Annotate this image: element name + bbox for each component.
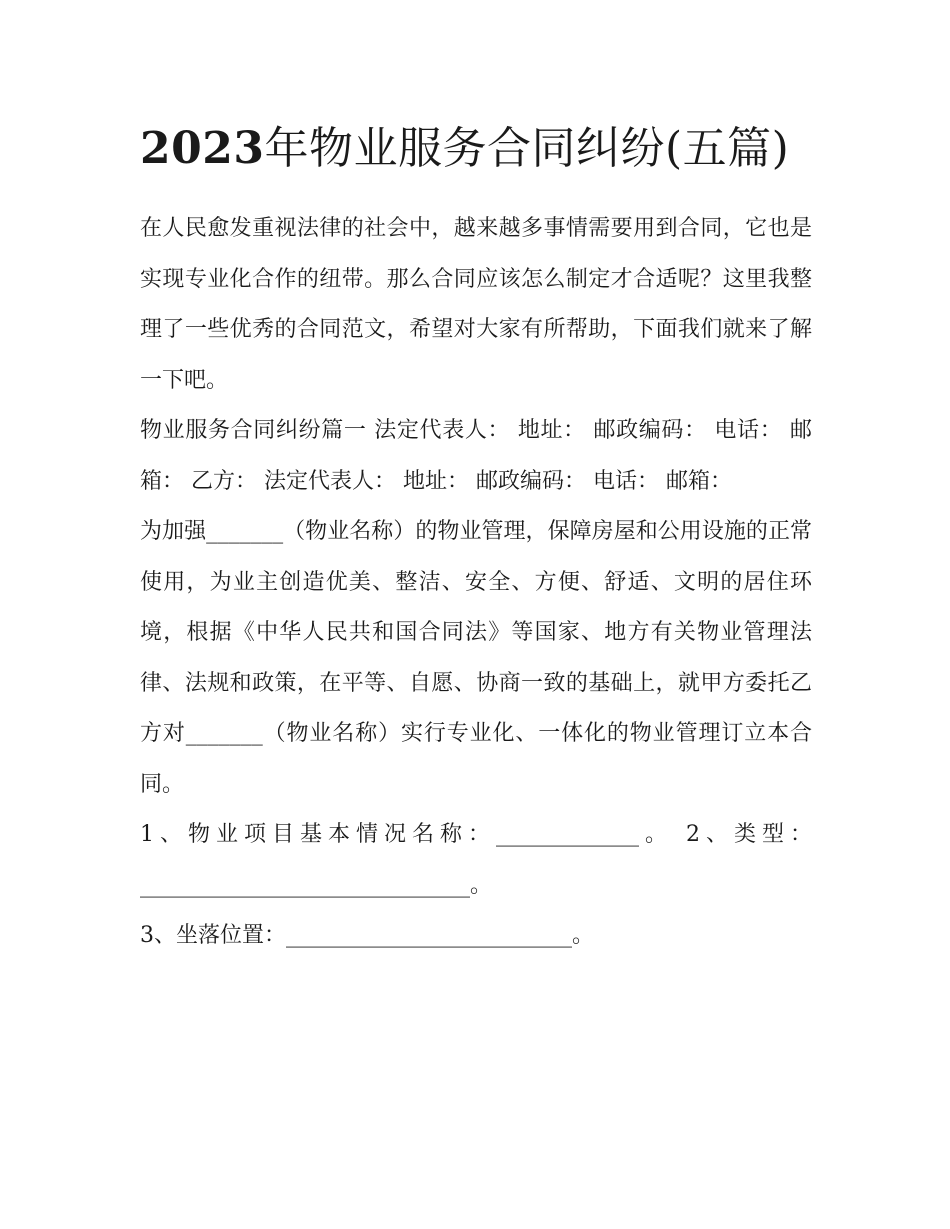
clause-1-2-paragraph: 1、物业项目基本情况名称：_____________。 2、类型：______________________________。 <box>140 822 812 898</box>
document-body <box>140 118 812 962</box>
intro-paragraph: 在人民愈发重视法律的社会中，越来越多事情需要用到合同，它也是实现专业化合作的纽带。那么合同应该怎么制定才合适呢？这里我整理了一些优秀的合同范文，希望对大家有所帮助，下面我们就来了解一下吧。 <box>140 216 812 393</box>
title-text: 年物业服务合同纠纷(五篇) <box>264 123 790 174</box>
clause-3-paragraph: 3、坐落位置：__________________________。 <box>140 923 594 948</box>
parties-paragraph: 物业服务合同纠纷篇一 法定代表人： 地址： 邮政编码： 电话： 邮箱： 乙方： 法定代表人： 地址： 邮政编码： 电话： 邮箱： <box>140 418 812 494</box>
document-title <box>140 118 812 180</box>
purpose-paragraph: 为加强_______（物业名称）的物业管理，保障房屋和公用设施的正常使用，为业主创造优美、整洁、安全、方便、舒适、文明的居住环境，根据《中华人民共和国合同法》等国家、地方有关物业管理法律、法规和政策，在平等、自愿、协商一致的基础上，就甲方委托乙方对_______（物业名称）实行专业化、一体化的物业管理订立本合同。 <box>140 519 812 797</box>
title-year: 2023 <box>140 123 265 174</box>
